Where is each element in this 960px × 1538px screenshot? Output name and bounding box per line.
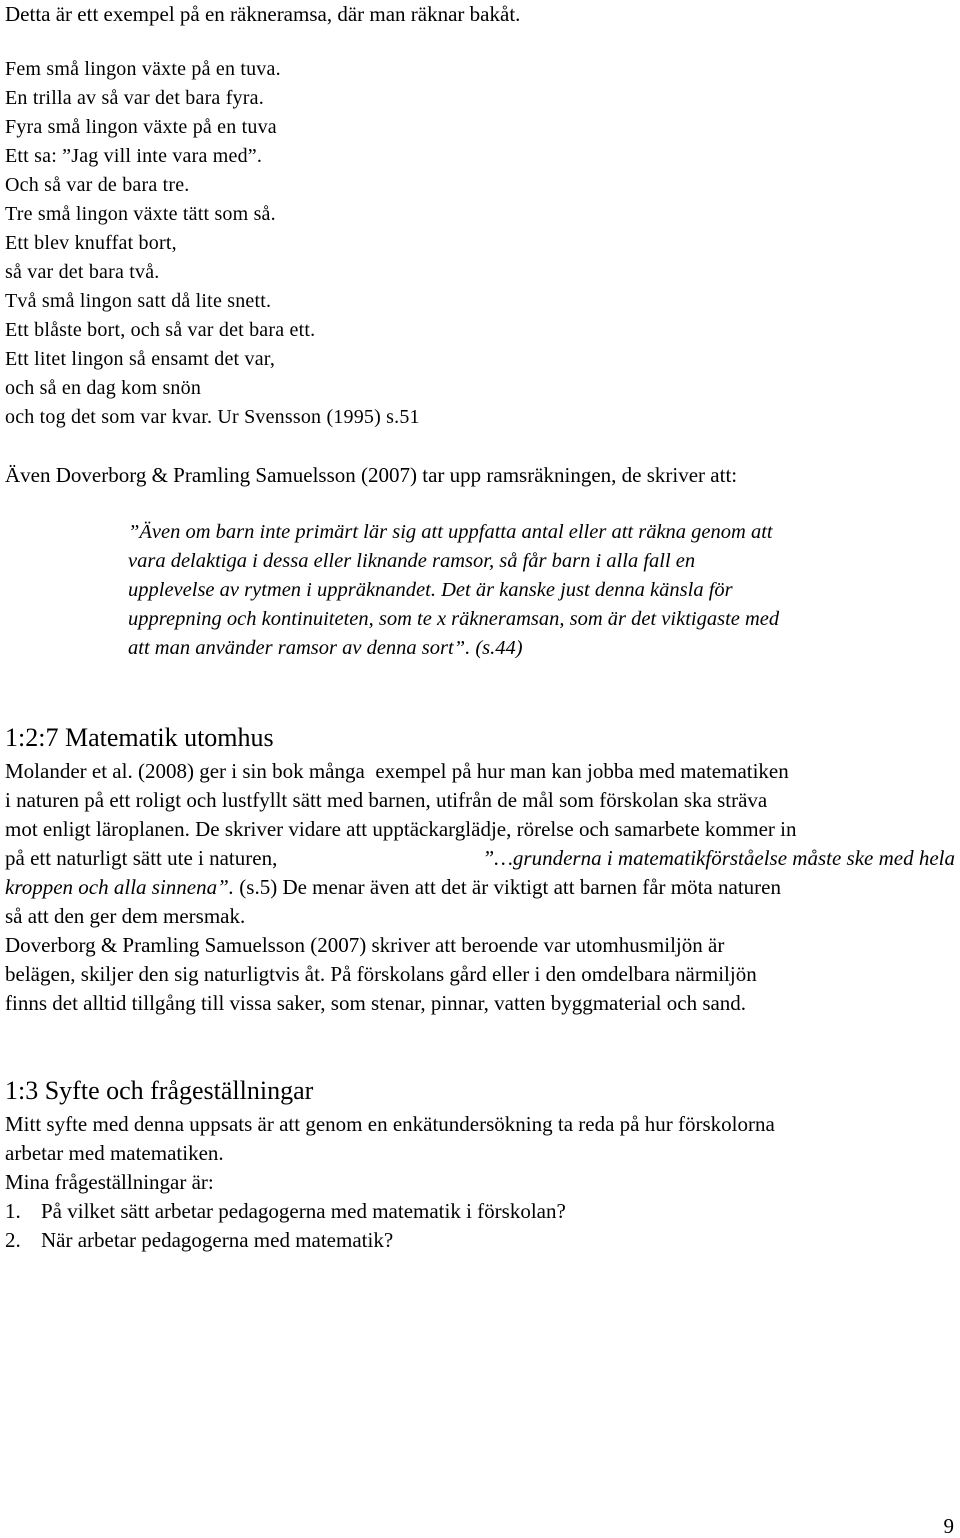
poem-line: Ett blåste bort, och så var det bara ett.	[5, 319, 316, 341]
section-heading-matematik-utomhus: 1:2:7 Matematik utomhus	[5, 723, 274, 752]
list-item	[5, 1197, 566, 1226]
poem-line: och tog det som var kvar. Ur Svensson (1995) s.51	[5, 406, 420, 428]
poem-line: så var det bara två.	[5, 261, 160, 283]
poem-line: Ett litet lingon så ensamt det var,	[5, 348, 276, 370]
list-text: När arbetar pedagogerna med matematik?	[41, 1228, 394, 1252]
section-heading-syfte: 1:3 Syfte och frågeställningar	[5, 1076, 314, 1105]
poem-line: En trilla av så var det bara fyra.	[5, 87, 264, 109]
body-line: på ett naturligt sätt ute i naturen, ”…grunderna i matematikförståelse måste ske med hela	[5, 846, 955, 870]
quote-line: vara delaktiga i dessa eller liknande ramsor, så får barn i alla fall en	[128, 550, 696, 572]
body-line: Mina frågeställningar är:	[5, 1170, 214, 1194]
quote-line: ”Även om barn inte primärt lär sig att uppfatta antal eller att räkna genom att	[128, 521, 773, 543]
list-item	[5, 1226, 393, 1255]
body-line: finns det alltid tillgång till vissa saker, som stenar, pinnar, vatten byggmaterial och sand.	[5, 991, 747, 1015]
list-text: På vilket sätt arbetar pedagogerna med matematik i förskolan?	[41, 1199, 566, 1223]
quote-line: upplevelse av rytmen i uppräknandet. Det är kanske just denna känsla för	[128, 579, 733, 601]
list-number: 2.	[5, 1228, 21, 1252]
body-line: i naturen på ett roligt och lustfyllt sätt med barnen, utifrån de mål som förskolan ska sträva	[5, 788, 768, 812]
poem-line: Tre små lingon växte tätt som så.	[5, 203, 276, 225]
poem-line: Och så var de bara tre.	[5, 174, 190, 196]
body-line: Mitt syfte med denna uppsats är att genom en enkätundersökning ta reda på hur förskolorna	[5, 1112, 775, 1136]
poem-line: och så en dag kom snön	[5, 377, 202, 399]
paragraph-doverborg: Även Doverborg & Pramling Samuelsson (2007) tar upp ramsräkningen, de skriver att:	[5, 463, 738, 487]
poem-line: Ett sa: ”Jag vill inte vara med”.	[5, 145, 263, 167]
body-line: så att den ger dem mersmak.	[5, 904, 246, 928]
body-line: Molander et al. (2008) ger i sin bok många exempel på hur man kan jobba med matematiken	[5, 759, 789, 783]
page-number: 9	[943, 1514, 954, 1538]
quote-line: upprepning och kontinuiteten, som te x räkneramsan, som är det viktigaste med	[128, 608, 780, 630]
poem-line: Två små lingon satt då lite snett.	[5, 290, 272, 312]
poem-line: Fem små lingon växte på en tuva.	[5, 58, 281, 80]
intro-text: Detta är ett exempel på en räkneramsa, där man räknar bakåt.	[5, 2, 521, 26]
list-number: 1.	[5, 1199, 21, 1223]
quote-line: att man använder ramsor av denna sort”. (s.44)	[128, 637, 523, 659]
body-line: arbetar med matematiken.	[5, 1141, 224, 1165]
poem-line: Ett blev knuffat bort,	[5, 232, 177, 254]
body-line: kroppen och alla sinnena”. (s.5) De menar även att det är viktigt att barnen får möta naturen	[5, 875, 781, 899]
body-line: belägen, skiljer den sig naturligtvis åt. På förskolans gård eller i den omdelbara närmiljön	[5, 962, 757, 986]
body-line: Doverborg & Pramling Samuelsson (2007) skriver att beroende var utomhusmiljön är	[5, 933, 725, 957]
body-line: mot enligt läroplanen. De skriver vidare att upptäckarglädje, rörelse och samarbete kommer in	[5, 817, 797, 841]
poem-line: Fyra små lingon växte på en tuva	[5, 116, 277, 138]
